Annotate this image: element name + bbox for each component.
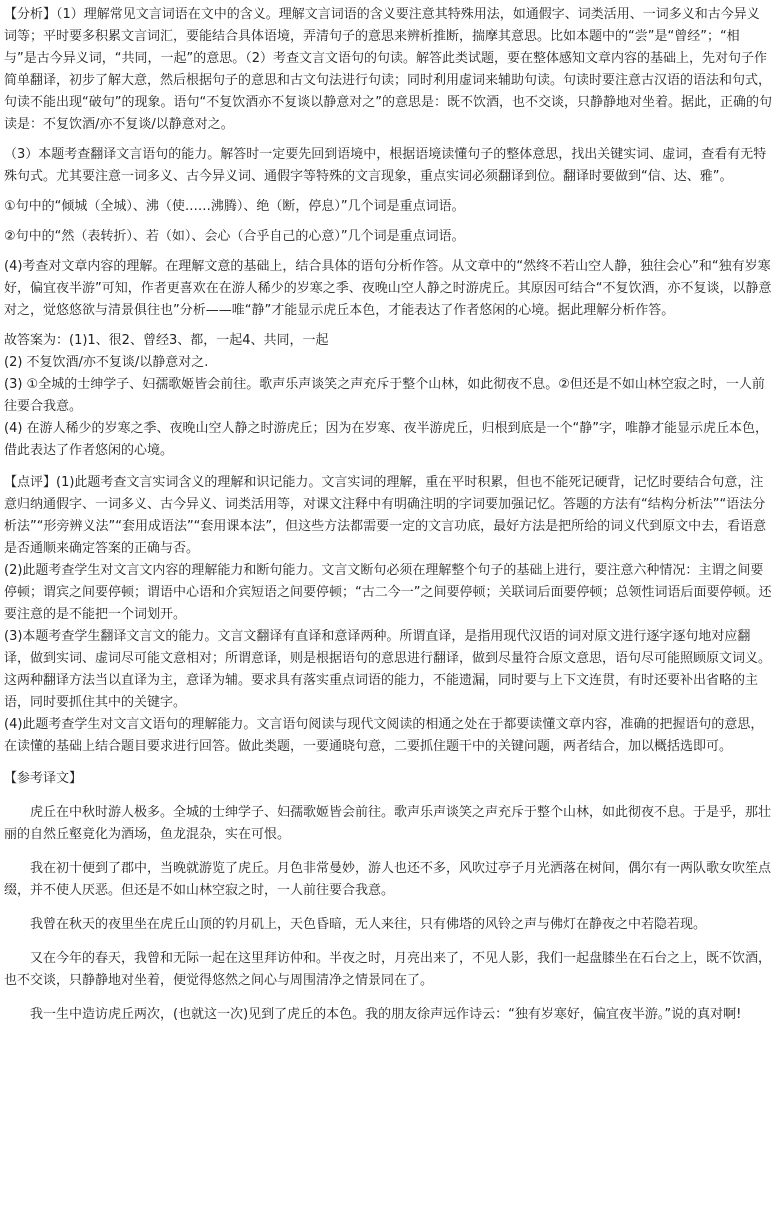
translation-paragraph-5: 我一生中造访虎丘两次，(也就这一次)见到了虎丘的本色。我的朋友徐声远作诗云：“独有岁寒好，偏宜夜半游。”说的真对啊! — [30, 1007, 742, 1022]
translation-paragraph-1: 虎丘在中秋时游人极多。全城的士绅学子、妇孺歌姬皆会前往。歌声乐声谈笑之声充斥于整个山林，如此彻夜不息。于是乎，那壮丽的自然丘壑竟化为酒场，鱼龙混杂，实在可恨。 — [4, 805, 772, 842]
answer-line-1: 故答案为：(1)1、很2、曾经3、都，一起4、共同，一起 — [4, 333, 329, 348]
section-gap — [4, 462, 772, 472]
comment-paragraph-1: 【点评】(1)此题考查文言实词含义的理解和识记能力。文言实词的理解，重在平时积累，但也不能死记硬背，记忆时要结合句意，注意归纳通假字、一词多义、古今异义、词类活用等，对课文注释中有明确注明的字词要加强记忆。答题的方法有“结构分析法”“语法分析法”“形旁辨义法”“套用成语法”“套用课本法”，但这些方法都需要一定的文言功底，最好方法是把所给的词义代到原文中去，看语意是否通顺来确定答案的正确与否。 — [4, 475, 767, 556]
comment-paragraph-3: (3)本题考查学生翻译文言文的能力。文言文翻译有直译和意译两种。所谓直译，是指用现代汉语的词对原文进行逐字逐句地对应翻译，做到实词、虚词尽可能文意相对；所谓意译，则是根据语句的意思进行翻译，做到尽量符合原文意思，语句尽可能照顾原文词义。这两种翻译方法当以直译为主，意译为辅。要求具有落实重点词语的能力，不能遗漏，同时要与上下文连贯，有时还要补出省略的主语，同时要抓住其中的关键字。 — [4, 629, 772, 710]
analysis-paragraph-4: ②句中的“然（表转折）、若（如）、会心（合乎自己的心意）”几个词是重点词语。 — [4, 229, 465, 244]
analysis-paragraph-2: （3）本题考查翻译文言语句的能力。解答时一定要先回到语境中，根据语境读懂句子的整体意思，找出关键实词、虚词，查看有无特殊句式。尤其要注意一词多义、古今异义词、通假字等特殊的文言现象，重点实词必须翻译到位。翻译时要做到“信、达、雅”。 — [4, 147, 767, 184]
translation-paragraph-2: 我在初十便到了郡中，当晚就游览了虎丘。月色非常曼妙，游人也还不多，风吹过亭子月光洒落在树间，偶尔有一两队歌女吹笙点缀，并不使人厌恶。但还是不如山林空寂之时，一人前往要合我意。 — [4, 861, 772, 898]
answer-line-2: (2) 不复饮酒/亦不复谈/以静意对之. — [4, 355, 209, 370]
answer-line-4: (4) 在游人稀少的岁寒之季、夜晚山空人静之时游虎丘；因为在岁寒、夜半游虎丘，归根到底是一个“静”字，唯静才能显示虎丘本色，借此表达了作者悠闲的心境。 — [4, 421, 769, 458]
translation-paragraph-4: 又在今年的春天，我曾和无际一起在这里拜访仲和。半夜之时，月亮出来了，不见人影，我们一起盘膝坐在石台之上，既不饮酒，也不交谈，只静静地对坐着，便觉得悠然之间心与周围清净之情景同在了。 — [4, 951, 772, 988]
analysis-paragraph-5: (4)考查对文章内容的理解。在理解文意的基础上，结合具体的语句分析作答。从文章中的“然终不若山空人静，独往会心”和“独有岁寒好，偏宜夜半游”可知，作者更喜欢在在游人稀少的岁寒之季、夜晚山空人静之时游虎丘。其原因可结合“不复饮酒，亦不复谈，以静意对之，觉悠悠欲与清景俱往也”分析——唯“静”才能显示虎丘本色，才能表达了作者悠闲的心境。据此理解分析作答。 — [4, 259, 772, 318]
comment-paragraph-4: (4)此题考查学生对文言文语句的理解能力。文言语句阅读与现代文阅读的相通之处在于都要读懂文章内容，准确的把握语句的意思，在读懂的基础上结合题目要求进行回答。做此类题，一要通晓句意，二要抓住题干中的关键问题，两者结合，加以概括选即可。 — [4, 717, 764, 754]
analysis-paragraph-3: ①句中的“倾城（全城）、沸（使……沸腾）、绝（断，停息）”几个词是重点词语。 — [4, 199, 465, 214]
translation-paragraph-3: 我曾在秋天的夜里坐在虎丘山顶的钓月矶上，天色昏暗，无人来往，只有佛塔的风铃之声与佛灯在静夜之中若隐若现。 — [30, 917, 707, 932]
analysis-paragraph-1: 【分析】（1）理解常见文言词语在文中的含义。理解文言词语的含义要注意其特殊用法，如通假字、词类活用、一词多义和古今异义词等；平时要多积累文言词汇，要能结合具体语境，弄清句子的意思来辨析推断，揣摩其意思。比如本题中的“尝”是“曾经”；“相与”是古今异义词，“共同，一起”的意思。（2）考查文言文语句的句读。解答此类试题，要在整体感知文章内容的基础上，先对句子作简单翻译，初步了解大意，然后根据句子的意思和古文句法进行句读；同时利用虚词来辅助句读。句读时要注意古汉语的语法和句式，句读不能出现“破句”的现象。语句“不复饮酒亦不复谈以静意对之”的意思是：既不饮酒，也不交谈，只静静地对坐着。据此，正确的句读是：不复饮酒/亦不复谈/以静意对之。 — [4, 7, 772, 132]
answer-line-3: (3) ①全城的士绅学子、妇孺歌姬皆会前往。歌声乐声谈笑之声充斥于整个山林，如此彻夜不息。②但还是不如山林空寂之时，一人前往要合我意。 — [4, 377, 765, 414]
translation-heading: 【参考译文】 — [4, 771, 83, 786]
comment-paragraph-2: (2)此题考查学生对文言文内容的理解能力和断句能力。文言文断句必须在理解整个句子的基础上进行，要注意六种情况：主谓之间要停顿；谓宾之间要停顿；谓语中心语和介宾短语之间要停顿；“古二今一”之间要停顿；关联词后面要停顿；总领性词语后面要停顿。还要注意的是不能把一个词划开。 — [4, 563, 772, 622]
section-gap — [4, 758, 772, 768]
